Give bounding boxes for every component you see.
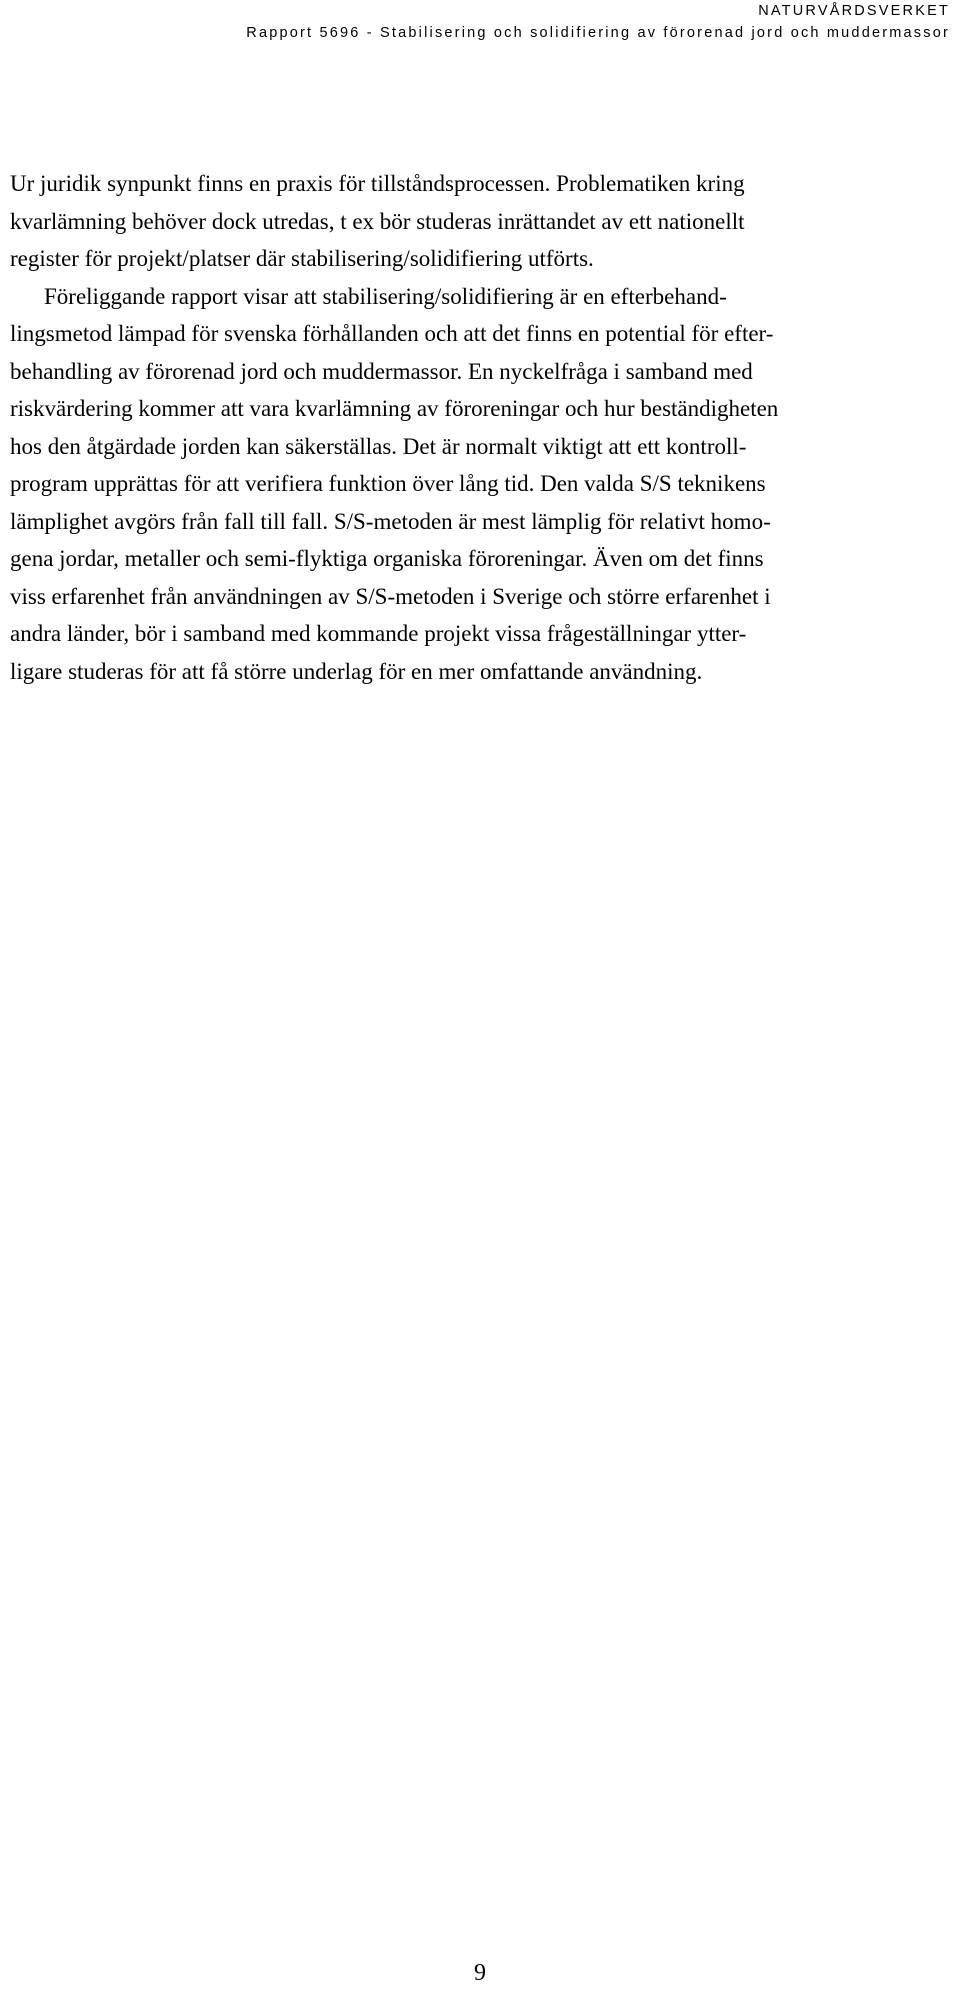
- body-line: register för projekt/platser där stabilisering/solidifiering utförts.: [10, 246, 594, 271]
- body-line: andra länder, bör i samband med kommande projekt vissa frågeställningar ytter-: [10, 621, 747, 646]
- body-line: program upprättas för att verifiera funktion över lång tid. Den valda S/S teknikens: [10, 471, 766, 496]
- running-header: [246, 0, 950, 44]
- header-report-title: Rapport 5696 - Stabilisering och solidifiering av förorenad jord och muddermassor: [246, 25, 950, 41]
- body-line: Föreliggande rapport visar att stabilisering/solidifiering är en efterbehand-: [44, 283, 727, 309]
- body-line: kvarlämning behöver dock utredas, t ex bör studeras inrättandet av ett nationellt: [10, 208, 745, 234]
- body-line: lämplighet avgörs från fall till fall. S/S-metoden är mest lämplig för relativt homo-: [10, 508, 771, 534]
- header-organization: NATURVÅRDSVERKET: [758, 3, 950, 19]
- body-line: lingsmetod lämpad för svenska förhållanden och att det finns en potential för efter-: [10, 321, 774, 346]
- body-line: riskvärdering kommer att vara kvarlämning av föroreningar och hur beständigheten: [10, 396, 779, 421]
- body-line: ligare studeras för att få större underlag för en mer omfattande användning.: [10, 658, 703, 684]
- body-paragraphs: [10, 165, 952, 690]
- body-line: gena jordar, metaller och semi-flyktiga organiska föroreningar. Även om det finns: [10, 546, 764, 571]
- body-line: Ur juridik synpunkt finns en praxis för tillståndsprocessen. Problematiken kring: [10, 171, 745, 196]
- body-line: hos den åtgärdade jorden kan säkerställas. Det är normalt viktigt att ett kontroll-: [10, 433, 747, 459]
- body-line: viss erfarenhet från användningen av S/S-metoden i Sverige och större erfarenhet i: [10, 583, 771, 609]
- page-number: 9: [474, 1960, 486, 1986]
- body-line: behandling av förorenad jord och muddermassor. En nyckelfråga i samband med: [10, 358, 753, 384]
